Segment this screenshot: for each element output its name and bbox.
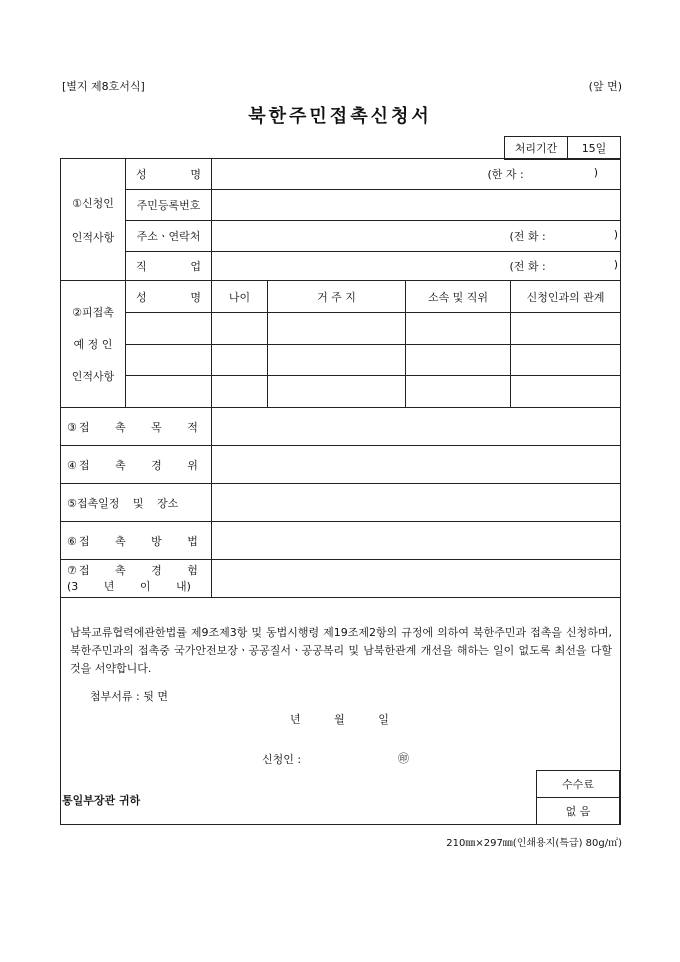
experience-label-line1: ⑦접 촉 경 험 (67, 563, 200, 577)
fee-value: 없 음 (537, 798, 620, 825)
contact-relation-cell[interactable] (511, 345, 621, 376)
page-side: (앞 면) (588, 80, 622, 93)
hanja-close: ) (593, 166, 599, 179)
contact-affiliation-cell[interactable] (406, 345, 511, 376)
contact-col-name: 성 명 (126, 281, 212, 313)
contact-label-line1: ②피접촉 (72, 306, 114, 319)
contact-label-line3: 인적사항 (71, 370, 115, 383)
background-label: ④접 촉 경 위 (61, 446, 212, 484)
applicant-name-field[interactable] (212, 159, 621, 190)
fee-box (536, 770, 620, 825)
table-row (61, 313, 621, 345)
paper-spec: 210㎜×297㎜(인쇄용지(특급) 80g/㎡) (446, 838, 622, 849)
table-row (61, 376, 621, 408)
contact-affiliation-cell[interactable] (406, 313, 511, 345)
applicant-address-field[interactable] (212, 221, 621, 252)
contact-name-cell[interactable] (126, 376, 212, 408)
applicant-name-label: 성 명 (126, 159, 212, 190)
contact-age-cell[interactable] (212, 376, 268, 408)
contact-label-line2: 예 정 인 (73, 338, 113, 351)
method-label: ⑥접 촉 방 법 (61, 522, 212, 560)
form-number: [별지 제8호서식] (62, 80, 145, 93)
processing-period-box (504, 136, 621, 160)
contact-name-cell[interactable] (126, 313, 212, 345)
seal-icon: ㊞ (398, 752, 409, 765)
fee-label: 수수료 (537, 771, 620, 798)
contact-residence-cell[interactable] (268, 345, 406, 376)
contact-col-relation: 신청인과의 관계 (511, 281, 621, 313)
applicant-job-label: 직 업 (126, 252, 212, 281)
contact-residence-cell[interactable] (268, 313, 406, 345)
applicant-signature-label: 신청인 : (262, 753, 302, 766)
table-row (61, 345, 621, 376)
contact-residence-cell[interactable] (268, 376, 406, 408)
contact-affiliation-cell[interactable] (406, 376, 511, 408)
contact-col-age: 나이 (212, 281, 268, 313)
method-field[interactable] (212, 522, 621, 560)
experience-label (61, 560, 212, 598)
schedule-label: ⑤접촉일정 및 장소 (61, 484, 212, 522)
page-title: 북한주민접촉신청서 (248, 106, 432, 127)
schedule-field[interactable] (212, 484, 621, 522)
processing-period-label: 처리기간 (505, 137, 568, 160)
addressee: 통일부장관 귀하 (62, 794, 141, 807)
hanja-label: (한 자 : (487, 168, 524, 181)
job-phone-label: (전 화 : (509, 260, 546, 273)
experience-label-line2: (3 년 이 내) (67, 579, 191, 593)
purpose-label: ③접 촉 목 적 (61, 408, 212, 446)
contact-relation-cell[interactable] (511, 313, 621, 345)
contact-person-section-label (61, 281, 126, 408)
contact-age-cell[interactable] (212, 313, 268, 345)
purpose-field[interactable] (212, 408, 621, 446)
applicant-address-label: 주소ㆍ연락처 (126, 221, 212, 252)
applicant-label-line1: ①신청인 (72, 196, 114, 210)
experience-field[interactable] (212, 560, 621, 598)
applicant-section-label (61, 159, 126, 281)
date-line: 년 월 일 (290, 713, 389, 726)
applicant-label-line2: 인적사항 (71, 230, 115, 244)
contact-name-cell[interactable] (126, 345, 212, 376)
contact-col-residence: 거 주 지 (268, 281, 406, 313)
address-phone-close: ) (613, 228, 619, 241)
applicant-job-field[interactable] (212, 252, 621, 281)
attachments-note: 첨부서류 : 뒷 면 (90, 690, 168, 703)
contact-col-affiliation: 소속 및 직위 (406, 281, 511, 313)
pledge-text: 남북교류협력에관한법률 제9조제3항 및 동법시행령 제19조제2항의 규정에 의하여 북한주민과 접촉을 신청하며, 북한주민과의 접촉중 국가안전보장ㆍ공공질서ㆍ공공복리 및 남북한관계 개선을 해하는 일이 없도록 최선을 다할 것을 서약합니다. (70, 626, 612, 675)
address-phone-label: (전 화 : (509, 230, 546, 243)
applicant-id-label: 주민등록번호 (126, 190, 212, 221)
processing-period-value: 15일 (568, 137, 621, 160)
contact-relation-cell[interactable] (511, 376, 621, 408)
background-field[interactable] (212, 446, 621, 484)
applicant-id-field[interactable] (212, 190, 621, 221)
job-phone-close: ) (613, 258, 619, 271)
contact-age-cell[interactable] (212, 345, 268, 376)
